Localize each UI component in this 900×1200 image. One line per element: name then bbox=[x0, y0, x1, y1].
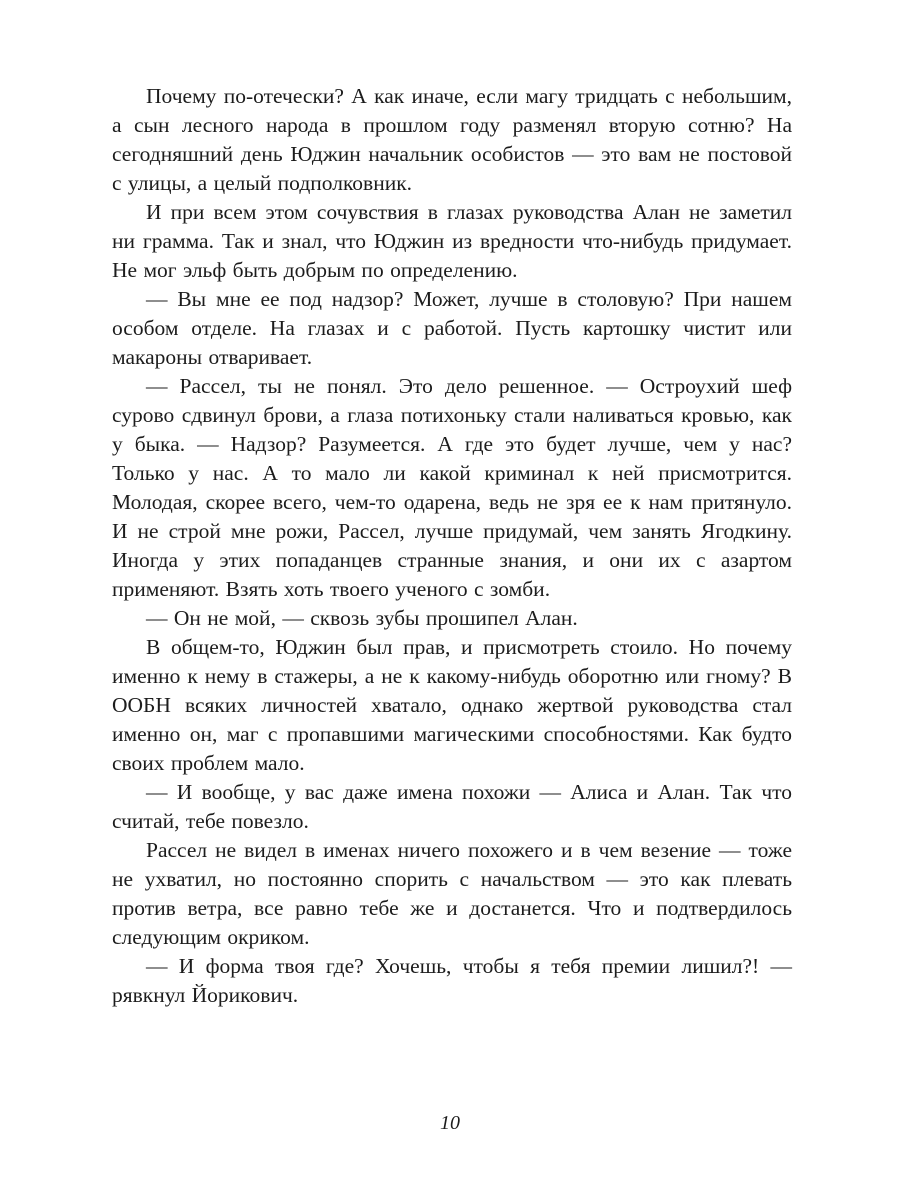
paragraph-9: — И форма твоя где? Хочешь, чтобы я тебя премии лишил?! — рявкнул Йорикович. bbox=[112, 954, 792, 1007]
paragraph-1: Почему по-отечески? А как иначе, если магу тридцать с небольшим, а сын лесного народа в прошлом году разменял вторую сотню? На сегодняшний день Юджин начальник особистов — это вам не постовой с улицы, а целый подполковник. bbox=[112, 84, 792, 195]
paragraph-5: — Он не мой, — сквозь зубы прошипел Алан. bbox=[146, 606, 578, 630]
paragraph-4: — Рассел, ты не понял. Это дело решенное. — Остроухий шеф сурово сдвинул брови, а глаза потихоньку стали наливаться кровью, как у быка. — Надзор? Разумеется. А где это будет лучше, чем у нас? Только у нас. А то мало ли какой криминал к ней присмотрится. Молодая, скорее всего, чем-то одарена, ведь не зря ее к нам притянуло. И не строй мне рожи, Рассел, лучше придумай, чем занять Ягодкину. Иногда у этих попаданцев странные знания, и они их с азартом применяют. Взять хоть твоего ученого с зомби. bbox=[112, 374, 792, 601]
paragraph-2: И при всем этом сочувствия в глазах руководства Алан не заметил ни грамма. Так и знал, что Юджин из вредности что-нибудь придумает. Не мог эльф быть добрым по определению. bbox=[112, 200, 792, 282]
paragraph-3: — Вы мне ее под надзор? Может, лучше в столовую? При нашем особом отделе. На глазах и с работой. Пусть картошку чистит или макароны отваривает. bbox=[112, 287, 792, 369]
paragraph-7: — И вообще, у вас даже имена похожи — Алиса и Алан. Так что считай, тебе повезло. bbox=[112, 780, 792, 833]
paragraph-8: Рассел не видел в именах ничего похожего и в чем везение — тоже не ухватил, но постоянно спорить с начальством — это как плевать против ветра, все равно тебе же и достанется. Что и подтвердилось следующим окриком. bbox=[112, 838, 792, 949]
page-text bbox=[112, 82, 792, 1010]
paragraph-6: В общем-то, Юджин был прав, и присмотреть стоило. Но почему именно к нему в стажеры, а не к какому-нибудь оборотню или гному? В ООБН всяких личностей хватало, однако жертвой руководства стал именно он, маг с пропавшими магическими способностями. Как будто своих проблем мало. bbox=[112, 635, 792, 775]
page-number: 10 bbox=[440, 1112, 460, 1134]
